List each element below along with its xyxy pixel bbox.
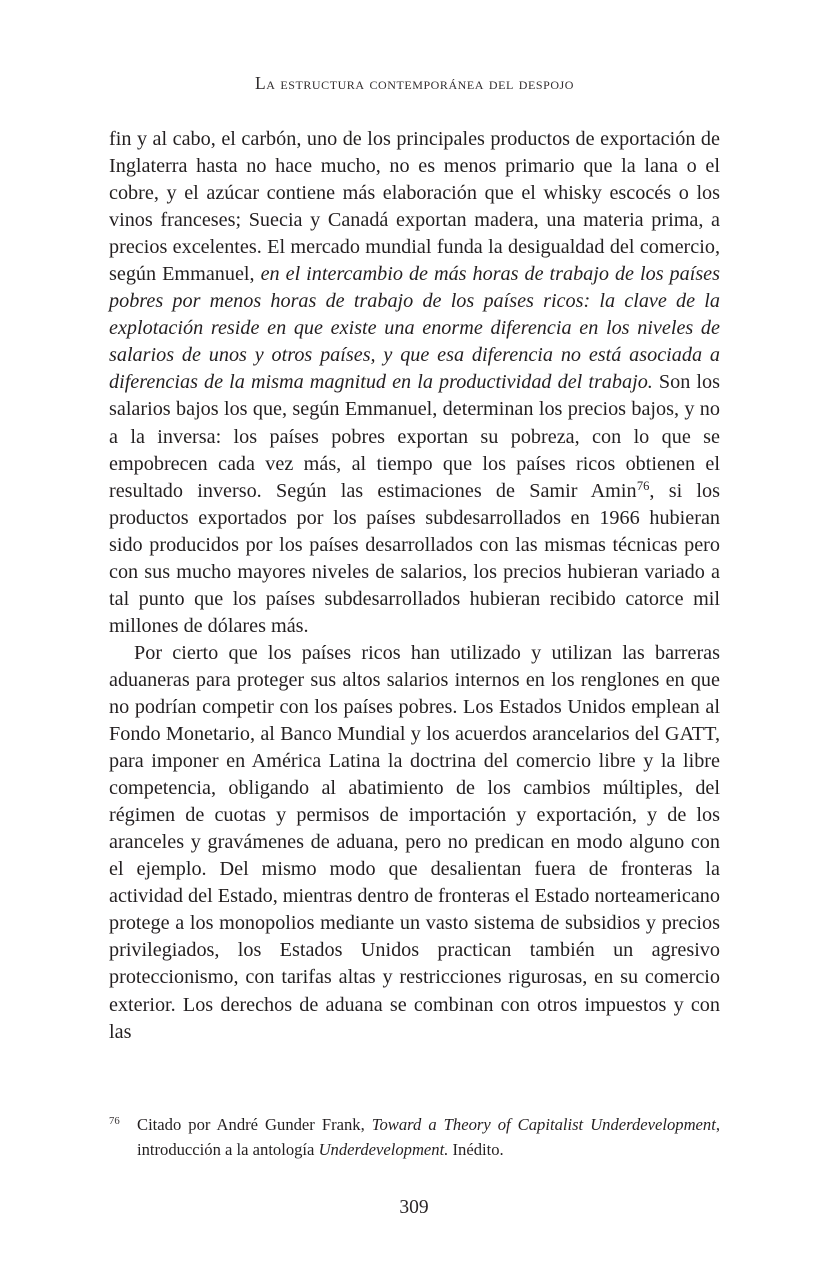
- footnote-title-primary: Toward a Theory of Capitalist Underdevelopment: [371, 1115, 716, 1134]
- footnote-text-b: , introducción a la antología: [137, 1115, 720, 1160]
- paragraph-1-segment-italic: en el intercambio de más horas de trabajo de los países pobres por menos horas de trabajo de los países ricos: la clave de la explotación reside en que existe una enorme diferencia en los niveles de salarios de unos y otros países, y que esa diferencia no está asociada a diferencias de la misma magnitud en la productividad del trabajo.: [109, 263, 720, 394]
- paragraph-2: Por cierto que los países ricos han utilizado y utilizan las barreras aduaneras para proteger sus altos salarios internos en los renglones en que no podrían competir con los países pobres. Los Estados Unidos emplean al Fondo Monetario, al Banco Mundial y los acuerdos arancelarios del GATT, para imponer en América Latina la doctrina del comercio libre y la libre competencia, obligando al abatimiento de los cambios múltiples, del régimen de cuotas y permisos de importación y exportación, y de los aranceles y gravámenes de aduana, pero no predican en modo alguno con el ejemplo. Del mismo modo que desalientan fuera de fronteras la actividad del Estado, mientras dentro de fronteras el Estado norteamericano protege a los monopolios mediante un vasto sistema de subsidios y precios privilegiados, los Estados Unidos practican también un agresivo proteccionismo, con tarifas altas y restricciones rigurosas, en su comercio exterior. Los derechos de aduana se combinan con otros impuestos y con las: [109, 641, 720, 1043]
- paragraph-1: [109, 126, 720, 640]
- footnote-block: [109, 1112, 720, 1162]
- footnote-text-c: Inédito.: [448, 1140, 504, 1160]
- footnote-number: 76: [109, 1114, 120, 1127]
- paragraph-1-segment-roman-b: Son los salarios bajos los que, según Emmanuel, determinan los precios bajos, y no a la inversa: los países pobres exportan su pobreza, con lo que se empobrecen cada vez más, al tiempo que los países ricos obtienen el resultado inverso. Según las estimaciones de Samir Amin: [109, 371, 720, 502]
- paragraph-1-segment-roman-c: , si los productos exportados por los países subdesarrollados en 1966 hubieran sido producidos por los países desarrollados con las mismas técnicas pero con sus mucho mayores niveles de salarios, los precios hubieran variado a tal punto que los países subdesarrollados hubieran recibido catorce mil millones de dólares más.: [109, 479, 720, 637]
- text-column: [109, 126, 720, 1046]
- paragraph-1-segment-roman-a: fin y al cabo, el carbón, uno de los principales productos de exportación de Inglaterra hasta no hace mucho, no es menos primario que la lana o el cobre, y el azúcar contiene más elaboración que el whisky escocés o los vinos franceses; Suecia y Canadá exportan madera, una materia prima, a precios excelentes. El mercado mundial funda la desigualdad del comercio, según Emmanuel,: [109, 128, 720, 286]
- footnote-text-a: Citado por André Gunder Frank,: [137, 1115, 372, 1134]
- footnote-reference-76[interactable]: 76: [636, 479, 650, 494]
- footnote-76: [109, 1112, 720, 1162]
- footnote-title-secondary: Underdevelopment.: [318, 1140, 449, 1160]
- running-head: La estructura contemporánea del despojo: [255, 73, 574, 93]
- page-number: 309: [399, 1197, 429, 1218]
